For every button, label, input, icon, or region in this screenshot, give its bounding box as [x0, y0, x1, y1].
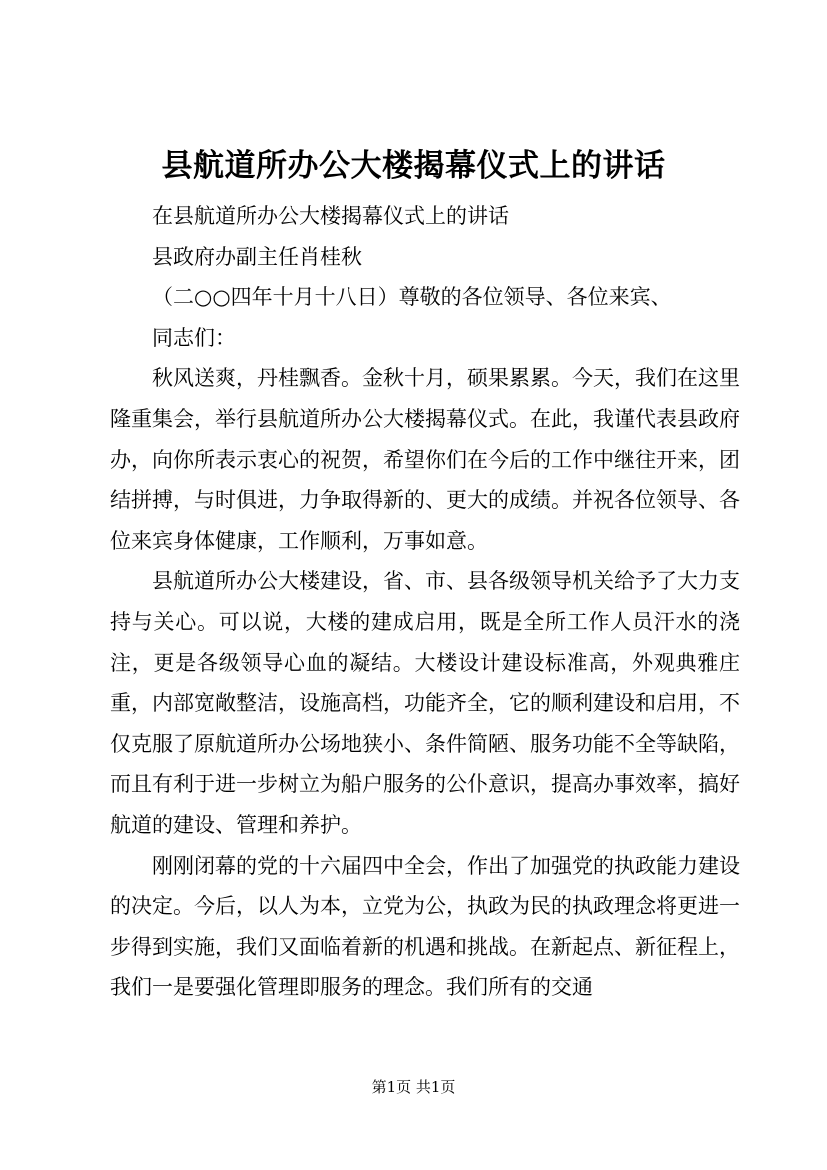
page-number-footer: 第1页 共1页 [371, 1078, 456, 1096]
document-body [110, 196, 740, 1008]
document-title: 县航道所办公大楼揭幕仪式上的讲话 [161, 148, 666, 184]
paragraph-body-3: 刚刚闭幕的党的十六届四中全会，作出了加强党的执政能力建设的决定。今后，以人为本，立党为公，执政为民的执政理念将更进一步得到实施，我们又面临着新的机遇和挑战。在新起点、新征程上，我们一是要强化管理即服务的理念。我们所有的交通 [110, 853, 740, 1000]
paragraph-salutation: 同志们： [152, 325, 236, 350]
paragraph-speaker: 县政府办副主任肖桂秋 [152, 244, 362, 269]
paragraph-body-2: 县航道所办公大楼建设，省、市、县各级领导机关给予了大力支持与关心。可以说，大楼的建成启用，既是全所工作人员汗水的浇注，更是各级领导心血的凝结。大楼设计建设标准高，外观典雅庄重，内部宽敞整洁，设施高档，功能齐全，它的顺利建设和启用，不仅克服了原航道所办公场地狭小、条件简陋、服务功能不全等缺陷，而且有利于进一步树立为船户服务的公仆意识，提高办事效率，搞好航道的建设、管理和养护。 [110, 569, 740, 837]
paragraph-date-greeting: （二○○四年十月十八日）尊敬的各位领导、各位来宾、 [152, 285, 672, 310]
paragraph-body-1: 秋风送爽，丹桂飘香。金秋十月，硕果累累。今天，我们在这里隆重集会，举行县航道所办公大楼揭幕仪式。在此，我谨代表县政府办，向你所表示衷心的祝贺，希望你们在今后的工作中继往开来，团结拼搏，与时俱进，力争取得新的、更大的成绩。并祝各位领导、各位来宾身体健康，工作顺利，万事如意。 [110, 366, 740, 553]
paragraph-subtitle: 在县航道所办公大楼揭幕仪式上的讲话 [152, 204, 509, 228]
